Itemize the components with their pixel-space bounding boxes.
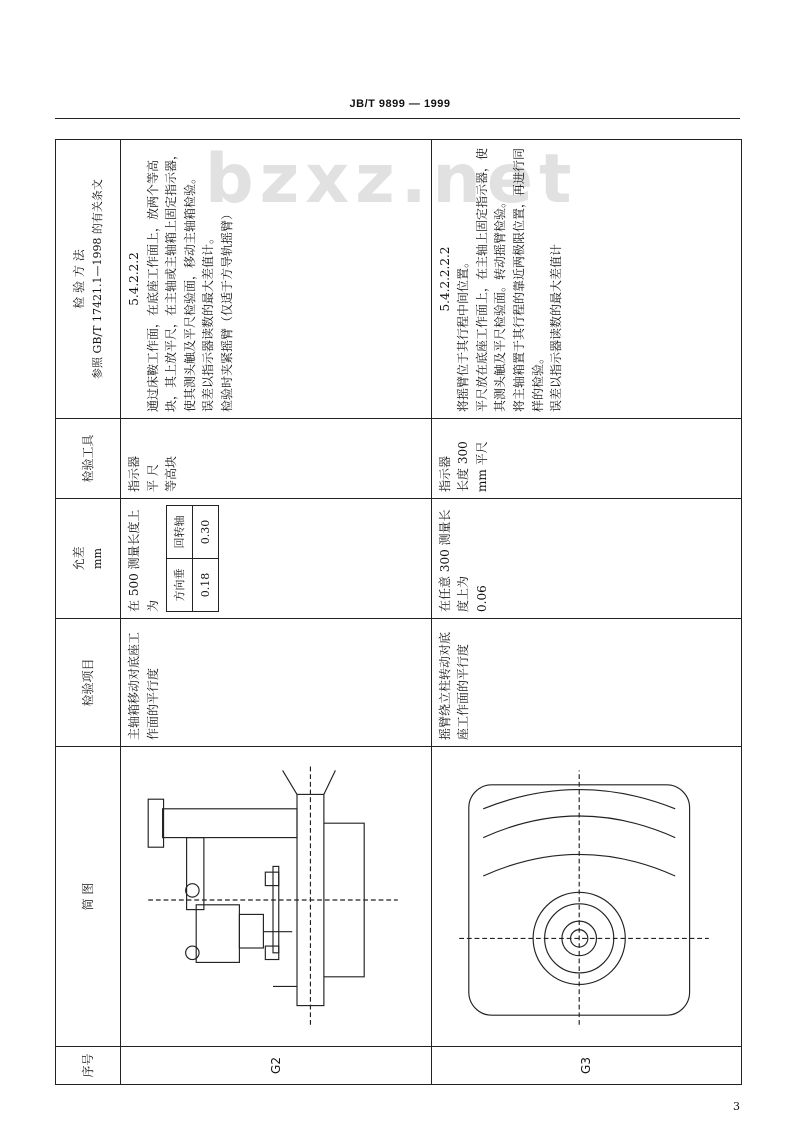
header-tools: 检验工具 [56, 419, 121, 499]
row-g2-tool: 等高块 [164, 455, 179, 492]
row-g3-method-line: 将摇臂位于其行程中间位置。 [456, 255, 471, 412]
row-g3-method-line: 平尺放在底座工作面上，在主轴上固定指示器，使其测头触及平尺检验面。转动摇臂检验。 [474, 147, 508, 412]
drill-press-side-view [123, 756, 423, 1044]
rotated-table-wrap [55, 140, 740, 1085]
row-g3-tools [431, 419, 742, 499]
row-g2-tools [121, 419, 432, 499]
row-g2-tolerance-note: 在 500 测量长度上为 [127, 509, 160, 612]
row-g2-method-line: 检验时夹紧摇臂（仅适于方导轨摇臂） [219, 207, 234, 412]
row-g2-diagram [121, 747, 432, 1047]
page-number: 3 [733, 1100, 740, 1113]
header-item: 检验项目 [56, 619, 121, 747]
row-g3-tool: 指示器 [437, 455, 452, 492]
row-g3-diagram [431, 747, 742, 1047]
row-g2-tol-col1: 方向垂 [167, 559, 193, 612]
row-g2-seq: G2 [121, 1047, 432, 1085]
row-g2-tol-val2: 0.30 [193, 506, 219, 559]
row-g3-method [431, 140, 742, 419]
row-g3-tolerance-value: 0.06 [474, 585, 489, 612]
row-g3-method-line: 将主轴箱置于其行程的靠近两极限位置，再进行同样的检验。 [511, 147, 545, 412]
header-tolerance-unit: mm [90, 548, 104, 569]
row-g2-tolerance [121, 499, 432, 619]
header-method-label: 检 验 方 法 [72, 249, 87, 309]
row-g2-method [121, 140, 432, 419]
header-tolerance-label: 允差 [72, 546, 87, 571]
row-g2-method-line: 通过床鞍工作面，在底座工作面上，放两个等高块，其上放平尺，在主轴或主轴箱上固定指示器，使其测头触及平尺检验面，移动主轴箱检验。 [145, 147, 197, 412]
row-g3-item: 摇臂绕立柱转动对底座工作面的平行度 [431, 619, 742, 747]
row-g3-tool: 长度 300 mm 平尺 [456, 441, 489, 492]
row-g2-tool: 平 尺 [145, 464, 160, 492]
header-tolerance [56, 499, 121, 619]
row-g2-tol-col2: 回转轴 [167, 506, 193, 559]
row-g2-method-line: 误差以指示器读数的最大差值计。 [201, 231, 216, 412]
header-diagram: 简 图 [56, 747, 121, 1047]
inspection-table [55, 139, 742, 1085]
watermark: bzxz.net [205, 140, 578, 219]
row-g3-tolerance-note: 在任意 300 测量长度上为 [437, 509, 471, 612]
row-g3-tolerance [431, 499, 742, 619]
header-seq: 序号 [56, 1047, 121, 1085]
drill-press-top-view [434, 756, 734, 1044]
row-g2-tol-val1: 0.18 [193, 559, 219, 612]
header-method [56, 140, 121, 419]
row-g2-tool: 指示器 [127, 455, 141, 492]
rotated-page [55, 140, 740, 1085]
row-g2-item: 主轴箱移动对底座工作面的平行度 [121, 619, 432, 747]
header-method-ref: 参照 GB/T 17421.1—1998 的有关条文 [90, 179, 104, 379]
row-g3-method-ref: 5.4.2.2.2.2 [437, 246, 452, 312]
standard-code: JB/T 9899 — 1999 [349, 98, 451, 110]
row-g3-method-line: 误差以指示器读数的最大差值计 [549, 243, 564, 412]
row-g2-method-ref: 5.4.2.2.2 [127, 252, 141, 306]
header-rule [55, 118, 740, 119]
row-g2-tolerance-table [166, 505, 219, 612]
row-g3-seq: G3 [431, 1047, 742, 1085]
